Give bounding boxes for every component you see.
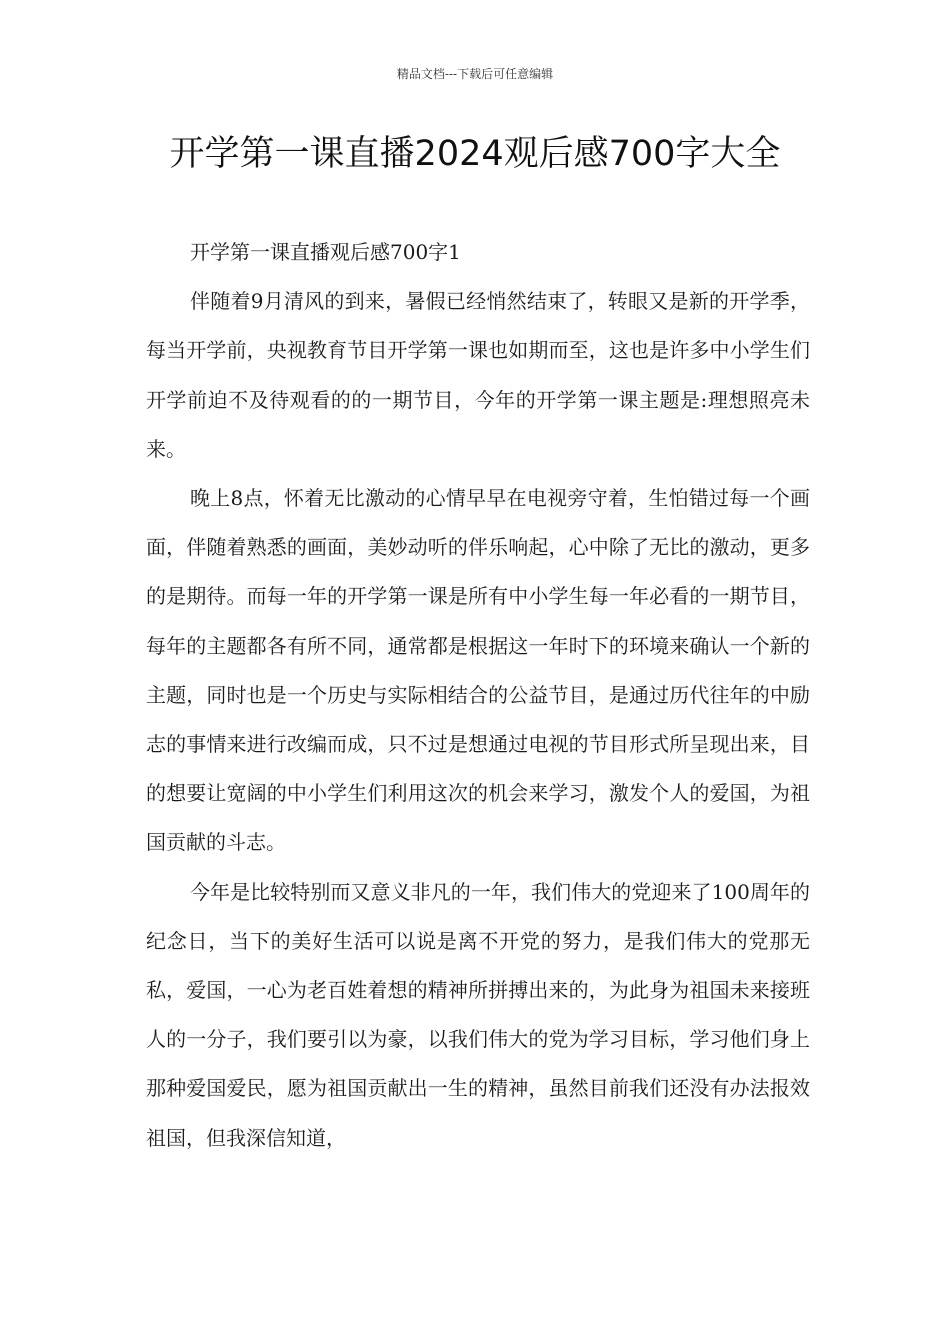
section-subheading: 开学第一课直播观后感700字1: [190, 240, 461, 264]
header-note: 精品文档---下载后可任意编辑: [396, 67, 554, 81]
paragraph-3: 今年是比较特别而又意义非凡的一年，我们伟大的党迎来了100周年的纪念日，当下的美好生活可以说是离不开党的努力，是我们伟大的党那无私，爱国，一心为老百姓着想的精神所拼搏出来的，为此身为祖国未来接班人的一分子，我们要引以为豪，以我们伟大的党为学习目标，学习他们身上那种爱国爱民，愿为祖国贡献出一生的精神，虽然目前我们还没有办法报效祖国，但我深信知道，: [146, 879, 810, 1150]
paragraph-1: 伴随着9月清风的到来，暑假已经悄然结束了，转眼又是新的开学季，每当开学前，央视教育节目开学第一课也如期而至，这也是许多中小学生们开学前迫不及待观看的的一期节目，今年的开学第一课主题是:理想照亮未来。: [146, 289, 810, 461]
document-title: 开学第一课直播2024观后感700字大全: [169, 134, 781, 174]
paragraph-2: 晚上8点，怀着无比激动的心情早早在电视旁守着，生怕错过每一个画面，伴随着熟悉的画面，美妙动听的伴乐响起，心中除了无比的激动，更多的是期待。而每一年的开学第一课是所有中小学生每一年必看的一期节目，每年的主题都各有所不同，通常都是根据这一年时下的环境来确认一个新的主题，同时也是一个历史与实际相结合的公益节目，是通过历代往年的中励志的事情来进行改编而成，只不过是想通过电视的节目形式所呈现出来，目的想要让宽阔的中小学生们利用这次的机会来学习，激发个人的爱国，为祖国贡献的斗志。: [146, 486, 810, 855]
document-body: [146, 228, 810, 1163]
